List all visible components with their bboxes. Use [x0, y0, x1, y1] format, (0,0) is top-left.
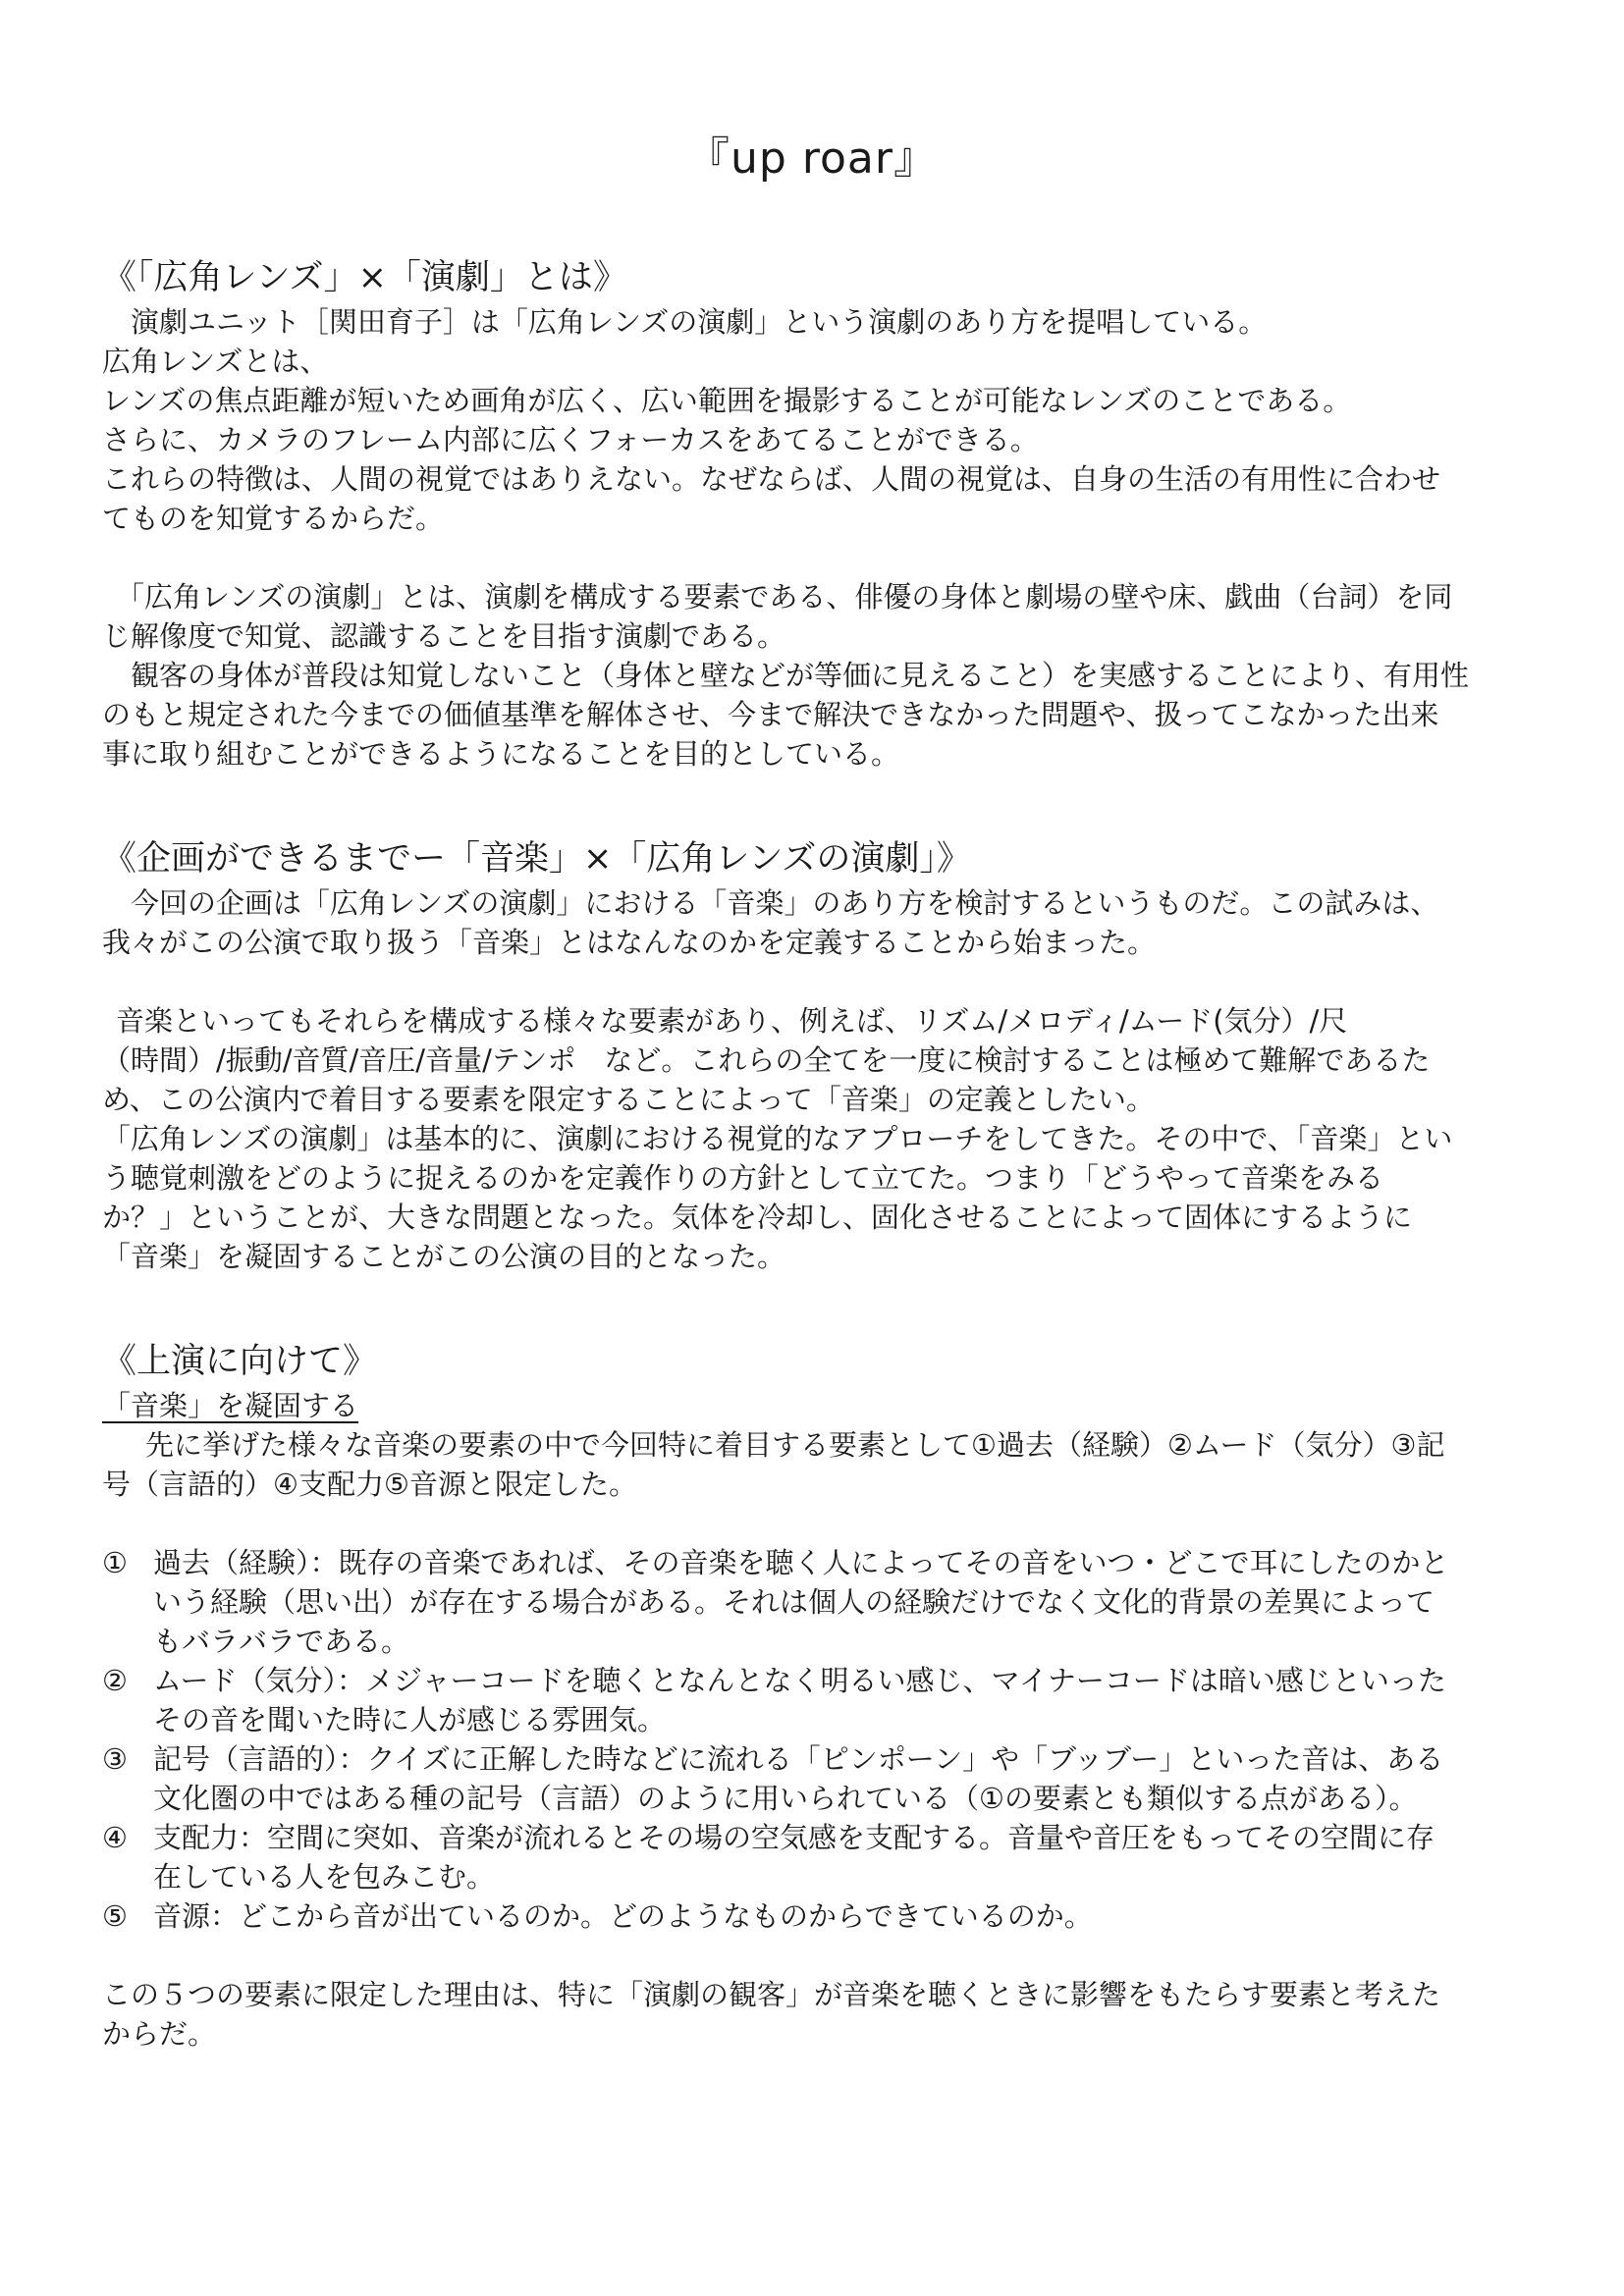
list-item-number: ④ — [102, 1821, 128, 1854]
list-item-line: 音源：どこから音が出ているのか。どのようなものからできているのか。 — [153, 1899, 1093, 1933]
list-item — [102, 1661, 1536, 1739]
closing-line: からだ。 — [102, 2017, 217, 2051]
list-item-number: ① — [102, 1546, 128, 1579]
list-item-line: 在している人を包みこむ。 — [153, 1860, 496, 1894]
list-item-line: いう経験（思い出）が存在する場合がある。それは個人の経験だけでなく文化的背景の差異によって — [153, 1585, 1435, 1619]
paragraph-line: 「広角レンズの演劇」は基本的に、演劇における視覚的なアプローチをしてきた。その中で、「音楽」とい — [102, 1122, 1453, 1155]
list-item — [102, 1543, 1536, 1661]
paragraph-line: 事に取り組むことができるようになることを目的としている。 — [102, 737, 900, 771]
paragraph-line: か？」ということが、大きな問題となった。気体を冷却し、固化させることによって固体にするように — [102, 1201, 1413, 1234]
list-item-number: ② — [102, 1664, 128, 1697]
paragraph-line: 我々がこの公演で取り扱う「音楽」とはなんなのかを定義することから始まった。 — [102, 926, 1157, 959]
list-item — [102, 1739, 1536, 1818]
paragraph-line: 「音楽」を凝固することがこの公演の目的となった。 — [102, 1240, 786, 1273]
subheading-solidify-music: 「音楽」を凝固する — [102, 1389, 359, 1422]
paragraph-line: レンズの焦点距離が短いため画角が広く、広い範囲を撮影することが可能なレンズのことである。 — [102, 384, 1352, 417]
paragraph-line: のもと規定された今までの価値基準を解体させ、今まで解決できなかった問題や、扱ってこなかった出来 — [102, 698, 1439, 731]
paragraph-line: め、この公演内で着目する要素を限定することによって「音楽」の定義としたい。 — [102, 1083, 1155, 1116]
document-title: 『up roar』 — [686, 133, 938, 184]
paragraph-line: てものを知覚するからだ。 — [102, 502, 445, 535]
paragraph-line: 演劇ユニット［関田育子］は「広角レンズの演劇」という演劇のあり方を提唱している。 — [131, 305, 1268, 339]
paragraph-line: さらに、カメラのフレーム内部に広くフォーカスをあてることができる。 — [102, 423, 1039, 456]
list-item-line: その音を聞いた時に人が感じる雰囲気。 — [153, 1703, 667, 1736]
paragraph-line: 今回の企画は「広角レンズの演劇」における「音楽」のあり方を検討するというものだ。この試みは、 — [131, 886, 1439, 920]
list-item-line: 記号（言語的）：クイズに正解した時などに流れる「ピンポーン」や「ブッブー」といった音は、ある — [153, 1742, 1444, 1776]
list-item — [102, 1896, 1536, 1936]
paragraph-line: 先に挙げた様々な音楽の要素の中で今回特に着目する要素として①過去（経験）②ムード（気分）③記 — [145, 1428, 1445, 1462]
paragraph-line: これらの特徴は、人間の視覚ではありえない。なぜならば、人間の視覚は、自身の生活の有用性に合わせ — [102, 462, 1441, 496]
list-item-number: ⑤ — [102, 1899, 128, 1933]
list-item-line: 過去（経験）：既存の音楽であれば、その音楽を聴く人によってその音をいつ・どこで耳にしたのかと — [153, 1546, 1449, 1579]
subheading-line — [102, 1386, 1536, 1425]
paragraph-line: う聴覚刺激をどのように捉えるのかを定義作りの方針として立てた。つまり「どうやって音楽をみる — [102, 1161, 1384, 1195]
list-item — [102, 1818, 1536, 1896]
paragraph-line: 「広角レンズの演劇」とは、演劇を構成する要素である、俳優の身体と劇場の壁や床、戯曲（台詞）を同 — [116, 580, 1453, 614]
paragraph-line: 号（言語的）④支配力⑤音源と限定した。 — [102, 1468, 637, 1501]
section-heading-toward-performance: 《上演に向けて》 — [102, 1342, 378, 1381]
list-item-number: ③ — [102, 1742, 128, 1776]
section-heading-wide-angle-lens: 《「広角レンズ」×「演劇」とは》 — [102, 258, 627, 297]
list-item-line: ムード（気分）：メジャーコードを聴くとなんとなく明るい感じ、マイナーコードは暗い感じといった — [153, 1664, 1446, 1697]
paragraph-line: （時間）/振動/音質/音圧/音量/テンポ など。これらの全てを一度に検討することは極めて難解であるた — [102, 1043, 1431, 1077]
paragraph-line: じ解像度で知覚、認識することを目指す演劇である。 — [102, 619, 786, 653]
document-body — [102, 253, 1536, 2054]
section-heading-planning: 《企画ができるまでー「音楽」×「広角レンズの演劇」》 — [102, 839, 971, 879]
list-item-line: 支配力：空間に突如、音楽が流れるとその場の空気感を支配する。音量や音圧をもってその空間に存 — [153, 1821, 1435, 1854]
list-item-line: もバラバラである。 — [153, 1625, 410, 1658]
paragraph-line: 観客の身体が普段は知覚しないこと（身体と壁などが等価に見えること）を実感することにより、有用性 — [131, 659, 1470, 692]
list-item-line: 文化圏の中ではある種の記号（言語）のように用いられている（①の要素とも類似する点がある）。 — [153, 1782, 1418, 1815]
paragraph-line: 広角レンズとは、 — [102, 345, 329, 378]
closing-line: この５つの要素に限定した理由は、特に「演劇の観客」が音楽を聴くときに影響をもたらす要素と考えた — [102, 1978, 1441, 2011]
paragraph-line: 音楽といってもそれらを構成する様々な要素があり、例えば、リズム/メロディ/ムード(気分）/尺 — [116, 1004, 1348, 1038]
